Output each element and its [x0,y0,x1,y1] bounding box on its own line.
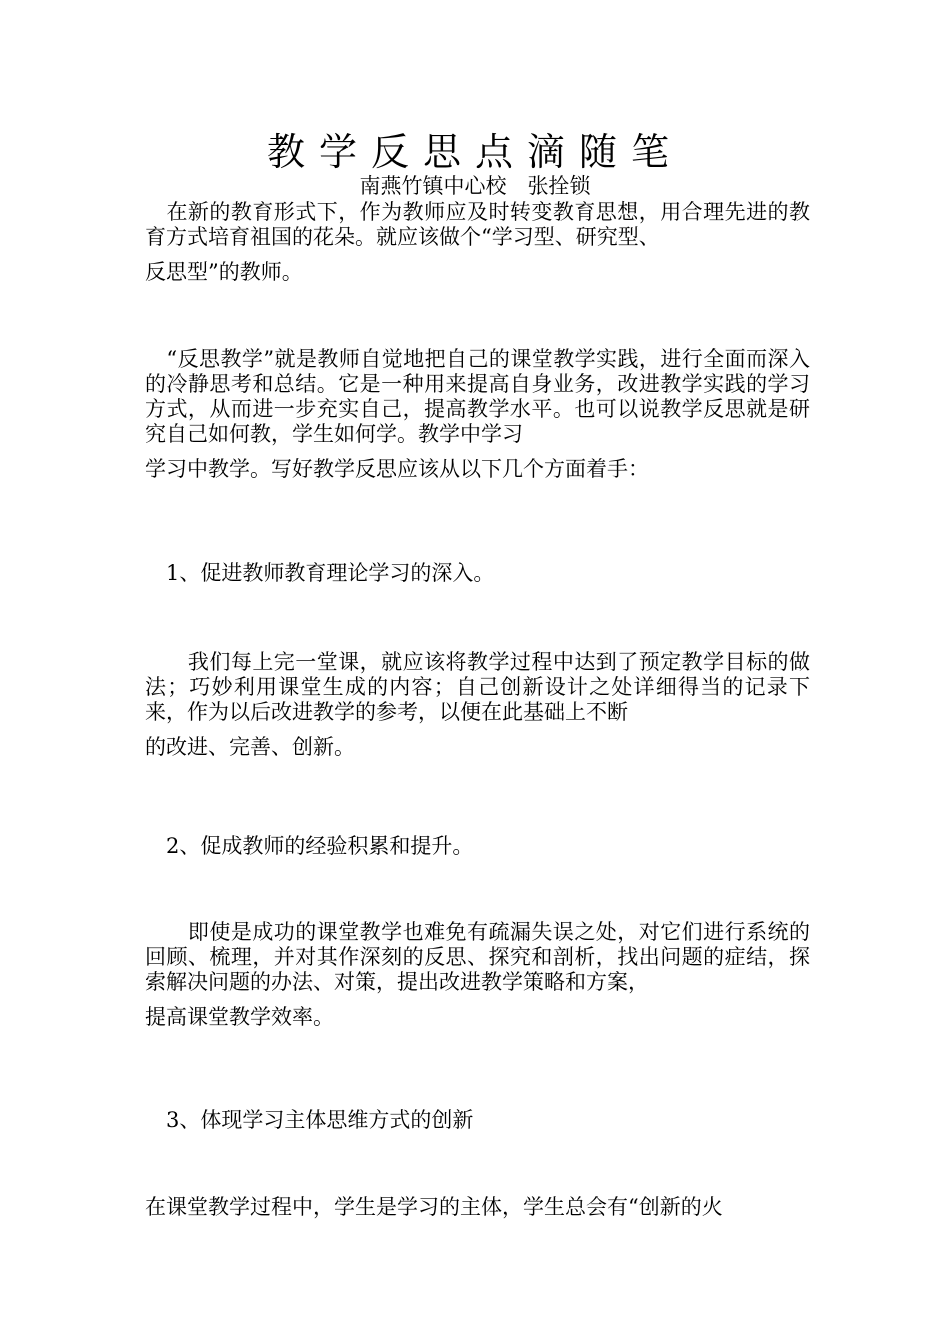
paragraph-text: “反思教学”就是教师自觉地把自己的课堂教学实践，进行全面而深入的冷静思考和总结。它是一种用来提高自身业务，改进教学实践的学习方式，从而进一步充实自己，提高教学水平。也可以说教学反思就是研究自己如何教，学生如何学。教学中学习 [145,347,810,446]
paragraph-last-line: 提高课堂教学效率。 [145,1005,334,1029]
section-heading-3: 3、体现学习主体思维方式的创新 [145,1108,474,1132]
paragraph-text: 即使是成功的课堂教学也难免有疏漏失误之处，对它们进行系统的回顾、梳理，并对其作深刻的反思、探究和剖析，找出问题的症结，探索解决问题的办法、对策，提出改进教学策略和方案， [145,920,810,994]
paragraph-section-3 [145,1195,810,1220]
section-heading-1: 1、促进教师教育理论学习的深入。 [145,561,495,585]
paragraph-reflective-teaching [145,347,810,482]
paragraph-last-line: 学习中教学。写好教学反思应该从以下几个方面着手： [145,457,649,481]
section-heading-2: 2、促成教师的经验积累和提升。 [145,834,474,858]
paragraph-section-2 [145,920,810,1030]
paragraph-text: 我们每上完一堂课，就应该将教学过程中达到了预定教学目标的做法；巧妙利用课堂生成的内容；自己创新设计之处详细得当的记录下来，作为以后改进教学的参考，以便在此基础上不断 [145,650,810,724]
paragraph-last-line: 反思型”的教师。 [145,260,303,284]
paragraph-last-line: 的改进、完善、创新。 [145,735,355,759]
document-author: 南燕竹镇中心校 张拴锁 [359,174,591,198]
paragraph-text: 在课堂教学过程中，学生是学习的主体，学生总会有“创新的火 [145,1195,723,1219]
paragraph-intro [145,200,810,285]
paragraph-text: 在新的教育形式下，作为教师应及时转变教育思想，用合理先进的教育方式培育祖国的花朵。就应该做个“学习型、研究型、 [145,200,810,249]
paragraph-section-1 [145,650,810,760]
document-title: 教学反思点滴随笔 [266,130,683,174]
